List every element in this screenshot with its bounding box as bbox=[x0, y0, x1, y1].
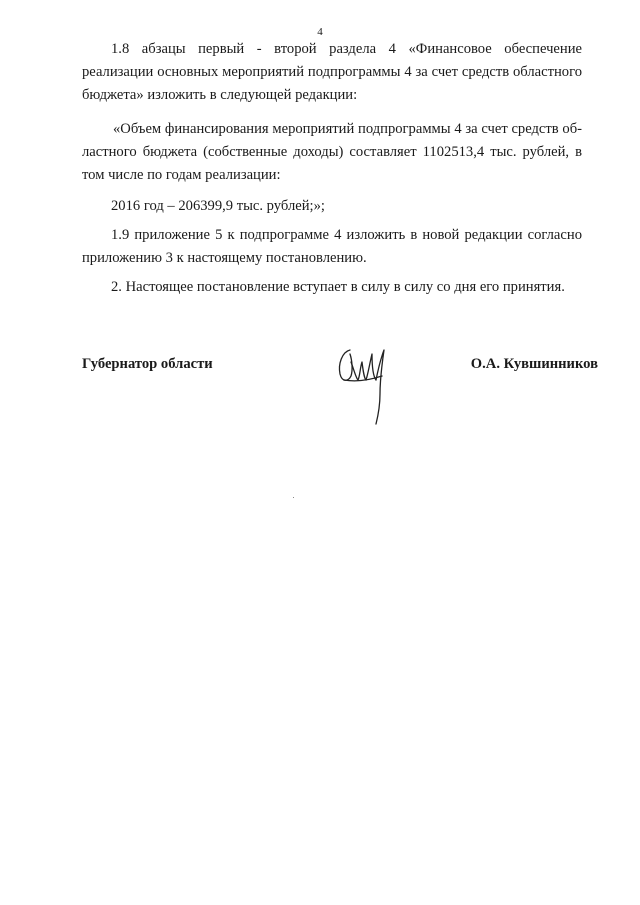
paragraph-1-8: 1.8 абзацы первый - второй раздела 4 «Финансовое обеспечение реализации основных мероприятий подпрограммы 4 за счет средств областного бюджета» изложить в следующей редакции: bbox=[82, 41, 582, 103]
signatory-name: О.А. Кувшинников bbox=[470, 356, 598, 372]
paragraph-1-9: 1.9 приложение 5 к подпрограмме 4 изложить в новой редакции согласно приложению 3 к настоящему постановлению. bbox=[82, 227, 582, 266]
page-number: 4 bbox=[317, 26, 323, 38]
signatory-title: Губернатор области bbox=[82, 356, 213, 372]
paragraph-2: 2. Настоящее постановление вступает в силу в силу со дня его принятия. bbox=[111, 279, 565, 295]
handwritten-signature bbox=[336, 340, 392, 428]
paragraph-quote-financing: «Объем финансирования мероприятий подпрограммы 4 за счет средств областного бюджета (собственные доходы) составляет 1102513,4 тыс. рублей, в том числе по годам реализации: bbox=[82, 121, 582, 183]
scan-speck bbox=[293, 497, 294, 498]
paragraph-year-2016: 2016 год – 206399,9 тыс. рублей;»; bbox=[111, 198, 325, 214]
